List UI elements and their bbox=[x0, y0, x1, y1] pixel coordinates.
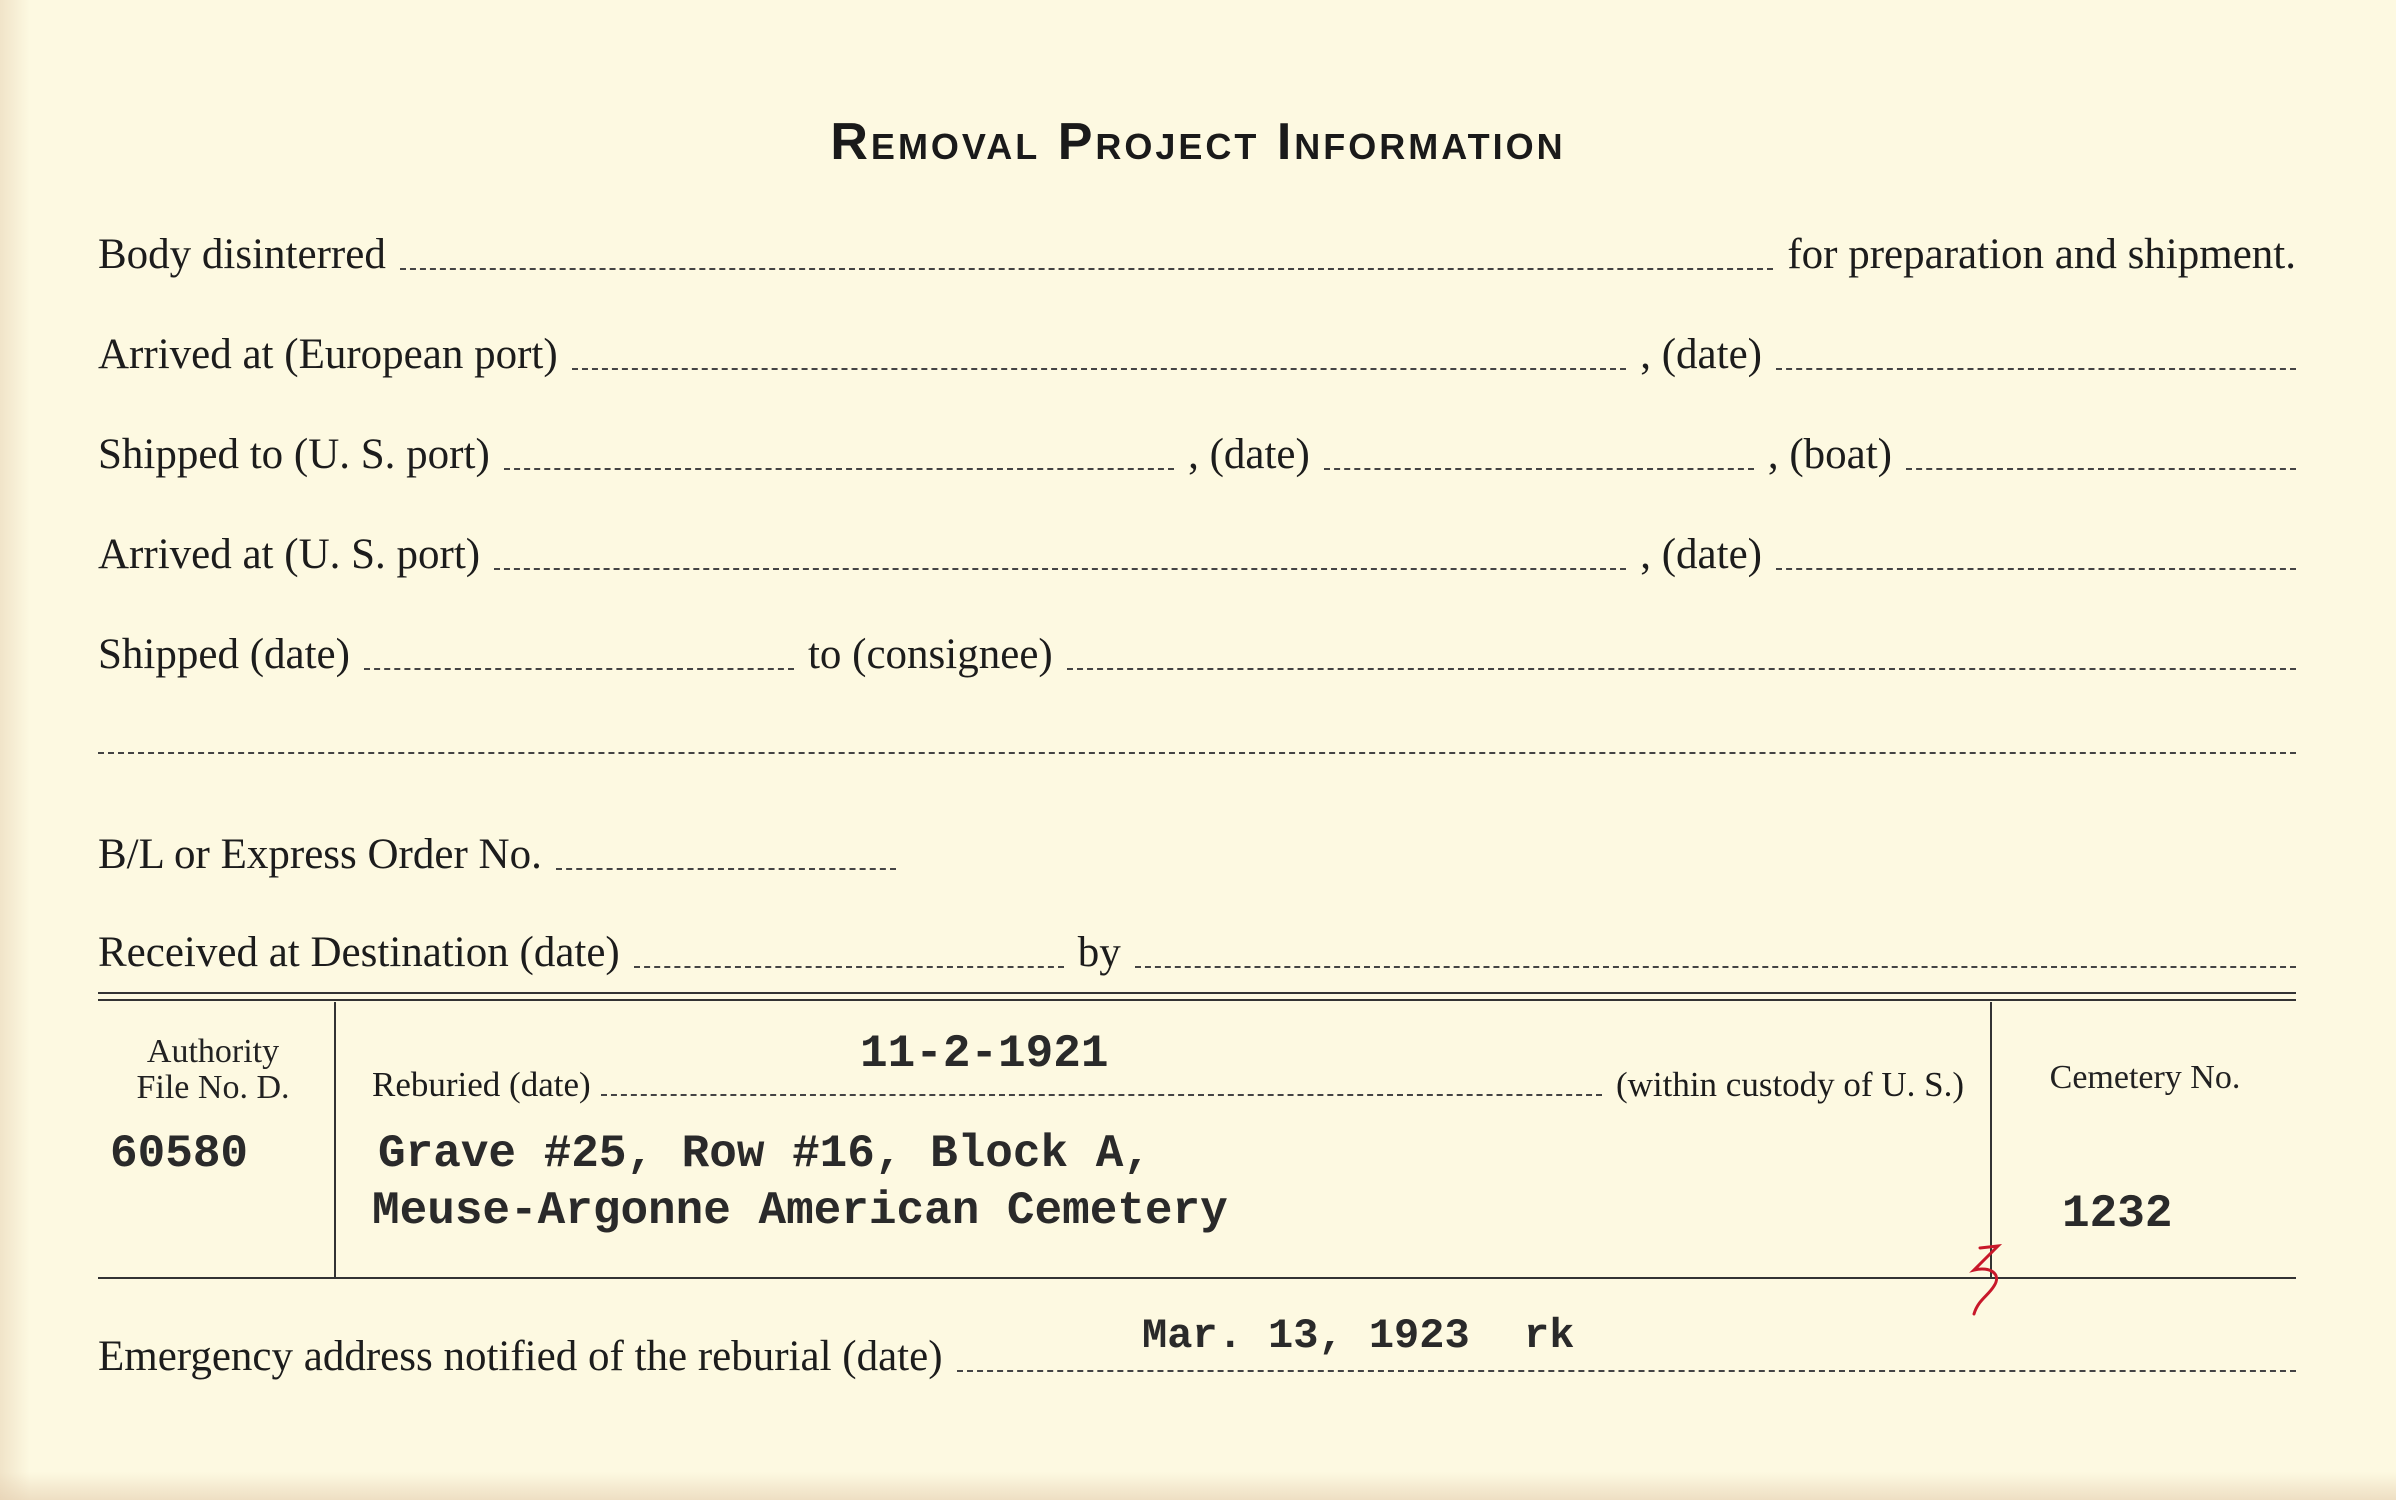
label-custody: (within custody of U. S.) bbox=[1615, 1065, 1964, 1104]
blank-boat bbox=[1906, 468, 2296, 470]
box-top-rule-inner bbox=[98, 999, 2296, 1001]
authority-label-line1: Authority bbox=[146, 1033, 280, 1070]
paper-bottom-stain bbox=[0, 1472, 2396, 1500]
row-reburied bbox=[372, 1058, 1964, 1106]
blank-consignee-continued bbox=[98, 752, 2296, 754]
blank-reburied-date bbox=[601, 1094, 1602, 1096]
label-date-1: , (date) bbox=[1640, 331, 1762, 378]
row-shipped-to-us bbox=[98, 428, 2296, 480]
blank-european-port bbox=[572, 368, 1627, 370]
blank-received-date bbox=[634, 966, 1064, 968]
blank-shipped-date bbox=[364, 668, 794, 670]
label-arrived-us: Arrived at (U. S. port) bbox=[98, 531, 481, 578]
label-shipped-date: Shipped (date) bbox=[98, 631, 350, 678]
blank-body-disinterred bbox=[400, 268, 1773, 270]
label-date-2: , (date) bbox=[1188, 431, 1310, 478]
row-body-disinterred bbox=[98, 228, 2296, 280]
emergency-date-value: Mar. 13, 1923 bbox=[1142, 1312, 1470, 1360]
row-consignee-continued bbox=[98, 712, 2296, 764]
box-top-rule bbox=[98, 992, 2296, 994]
blank-us-port bbox=[504, 468, 1174, 470]
row-received-destination bbox=[98, 926, 2296, 978]
row-bl-express bbox=[98, 828, 2296, 880]
box-divider-right bbox=[1990, 1002, 1992, 1277]
row-shipped-date bbox=[98, 628, 2296, 680]
label-shipped-to-us: Shipped to (U. S. port) bbox=[98, 431, 490, 478]
blank-date-1 bbox=[1776, 368, 2296, 370]
blank-bl-express bbox=[556, 868, 896, 870]
box-divider-left bbox=[334, 1002, 336, 1277]
label-bl-express: B/L or Express Order No. bbox=[98, 831, 542, 878]
blank-date-2 bbox=[1324, 468, 1754, 470]
authority-label-line2: File No. D. bbox=[136, 1068, 290, 1106]
reburied-date-value: 11-2-1921 bbox=[860, 1028, 1109, 1080]
label-arrived-european: Arrived at (European port) bbox=[98, 331, 558, 378]
blank-received-by bbox=[1135, 966, 2296, 968]
label-for-preparation: for preparation and shipment. bbox=[1787, 231, 2296, 278]
label-emergency: Emergency address notified of the reburial (date) bbox=[98, 1333, 943, 1380]
blank-emergency-date bbox=[957, 1370, 2296, 1372]
emergency-initials: rk bbox=[1524, 1312, 1575, 1360]
blank-consignee bbox=[1067, 668, 2296, 670]
label-by: by bbox=[1077, 929, 1121, 976]
red-check-mark bbox=[1960, 1240, 2020, 1320]
cemetery-number-value: 1232 bbox=[2062, 1188, 2173, 1240]
blank-arrived-us-port bbox=[494, 568, 1626, 570]
row-arrived-european bbox=[98, 328, 2296, 380]
label-body-disinterred: Body disinterred bbox=[98, 231, 386, 278]
label-boat: , (boat) bbox=[1767, 431, 1892, 478]
row-arrived-us bbox=[98, 528, 2296, 580]
cemetery-number-label: Cemetery No. bbox=[2049, 1059, 2241, 1096]
paper-edge-stain bbox=[0, 0, 30, 1500]
blank-date-3 bbox=[1776, 568, 2296, 570]
grave-location-line2: Meuse-Argonne American Cemetery bbox=[372, 1185, 1228, 1237]
authority-file-number: 60580 bbox=[110, 1128, 249, 1180]
label-to-consignee: to (consignee) bbox=[807, 631, 1053, 678]
grave-location-line1: Grave #25, Row #16, Block A, bbox=[378, 1128, 1151, 1180]
label-date-3: , (date) bbox=[1640, 531, 1762, 578]
label-received-destination: Received at Destination (date) bbox=[98, 929, 620, 976]
authority-label bbox=[108, 1034, 318, 1105]
card-title: Removal Project Information bbox=[830, 113, 1566, 171]
label-reburied-date: Reburied (date) bbox=[372, 1065, 591, 1104]
